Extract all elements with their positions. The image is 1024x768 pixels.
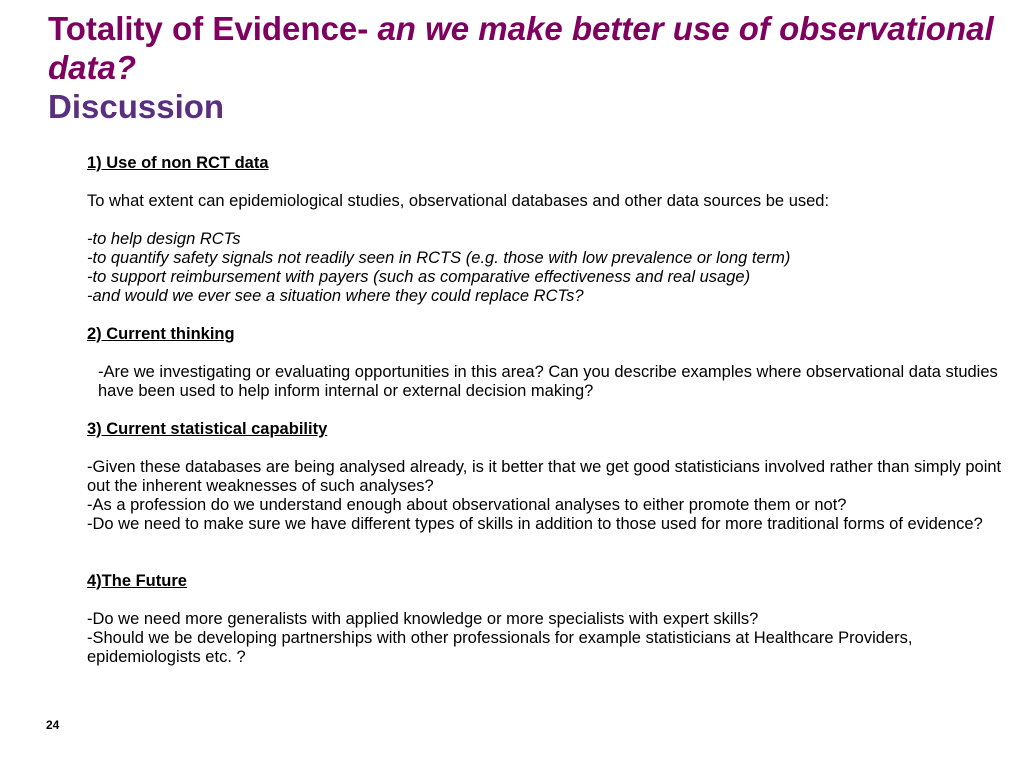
section-heading-3: 3) Current statistical capability: [87, 420, 328, 438]
title-subtitle: Discussion: [48, 88, 225, 125]
section-3-line: -Do we need to make sure we have different types of skills in addition to those used for more traditional forms of evidence?: [87, 515, 983, 533]
section-1-bullet: -to support reimbursement with payers (such as comparative effectiveness and real usage): [87, 268, 751, 286]
section-4-line: -Do we need more generalists with applied knowledge or more specialists with expert skills?: [87, 610, 759, 628]
section-4-line: -Should we be developing partnerships with other professionals for example statisticians at Healthcare Providers, epidemiologists etc. ?: [87, 629, 913, 666]
section-1-bullet: -and would we ever see a situation where they could replace RCTs?: [87, 287, 584, 305]
section-heading-2: 2) Current thinking: [87, 325, 235, 343]
title-main: Totality of Evidence-: [48, 10, 378, 47]
section-3-line: -As a profession do we understand enough about observational analyses to either promote them or not?: [87, 496, 847, 514]
title-italic: an we make better use of observational data?: [48, 10, 994, 86]
section-1-bullet: -to help design RCTs: [87, 230, 241, 248]
slide-body: [87, 154, 1002, 667]
section-3-line: -Given these databases are being analysed already, is it better that we get good statisticians involved rather than simply point out the inherent weaknesses of such analyses?: [87, 458, 1002, 495]
section-heading-4: 4)The Future: [87, 572, 187, 590]
section-1-bullet: -to quantify safety signals not readily seen in RCTS (e.g. those with low prevalence or long term): [87, 249, 791, 267]
slide-title: [48, 9, 1008, 126]
section-1-intro: To what extent can epidemiological studies, observational databases and other data sources be used:: [87, 192, 830, 210]
section-heading-1: 1) Use of non RCT data: [87, 154, 269, 172]
section-2-text: -Are we investigating or evaluating opportunities in this area? Can you describe examples where observational data studies have been used to help inform internal or external decision making?: [98, 363, 998, 400]
page-number: 24: [46, 718, 60, 732]
